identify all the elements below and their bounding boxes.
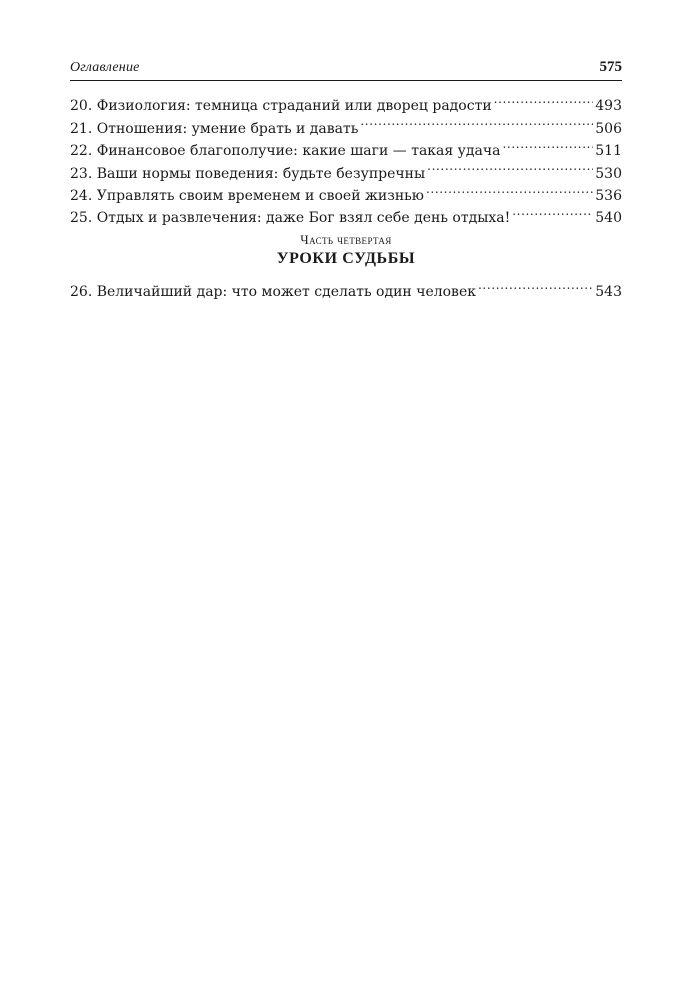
page-number: 575 — [599, 59, 622, 75]
book-page — [70, 0, 622, 1000]
dot-leader — [360, 110, 593, 132]
toc-list — [70, 274, 622, 301]
toc-entry-page: 506 — [595, 120, 622, 137]
dot-leader — [512, 200, 593, 222]
toc-entry-page: 530 — [595, 165, 622, 182]
running-head — [70, 58, 622, 81]
toc-entry-page: 540 — [595, 210, 622, 227]
toc-entry-title: 23. Ваши нормы поведения: будьте безупречны — [70, 165, 426, 182]
toc-list — [70, 88, 622, 227]
toc-entry-title: 26. Величайший дар: что может сделать один человек — [70, 284, 476, 301]
part-heading — [70, 232, 622, 269]
toc-entry-title: 20. Физиология: темница страданий или дворец радости — [70, 98, 492, 115]
dot-leader — [478, 274, 593, 296]
toc-entry-title: 25. Отдых и развлечения: даже Бог взял себе день отдыха! — [70, 210, 511, 227]
dot-leader — [427, 155, 593, 177]
dot-leader — [494, 88, 594, 110]
part-title: УРОКИ СУДЬБЫ — [276, 250, 416, 267]
toc-entry-title: 22. Финансовое благополучие: какие шаги — такая удача — [70, 143, 501, 160]
part-label: Часть четвертая — [300, 232, 392, 247]
toc-entry-title: 21. Отношения: умение брать и давать — [70, 120, 359, 137]
toc-entry-page: 511 — [595, 143, 622, 160]
toc-entry-20 — [70, 88, 622, 115]
toc-entry-page: 543 — [595, 284, 622, 301]
toc-entry-page: 493 — [595, 98, 622, 115]
toc-entry-page: 536 — [595, 187, 622, 204]
running-head-title: Оглавление — [70, 60, 140, 75]
toc-entry-26 — [70, 274, 622, 301]
toc-entry-title: 24. Управлять своим временем и своей жизнью — [70, 187, 424, 204]
dot-leader — [426, 178, 593, 200]
dot-leader — [502, 133, 593, 155]
